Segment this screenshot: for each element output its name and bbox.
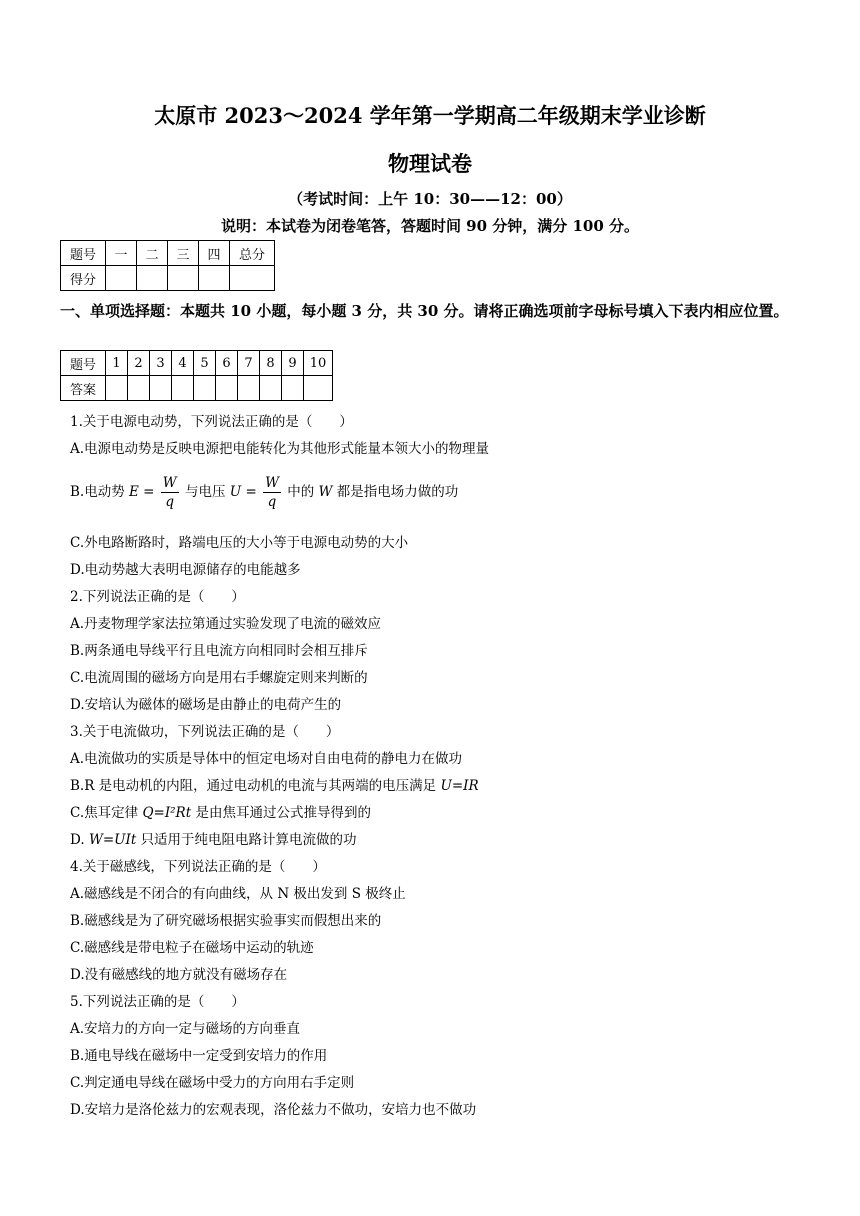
answer-cell[interactable] xyxy=(194,376,216,401)
q3-option-c xyxy=(70,801,371,821)
score-cell[interactable] xyxy=(106,266,137,291)
answer-header-cell: 2 xyxy=(128,351,150,376)
q3-c-prefix: C.焦耳定律 xyxy=(70,805,139,821)
exam-note: 说明：本试卷为闭卷笔答，答题时间 90 分钟，满分 100 分。 xyxy=(220,217,640,235)
answer-cell[interactable] xyxy=(238,376,260,401)
score-cell[interactable] xyxy=(230,266,275,291)
answer-cell[interactable] xyxy=(282,376,304,401)
answer-cell[interactable] xyxy=(260,376,282,401)
answer-header-cell: 8 xyxy=(260,351,282,376)
answer-table xyxy=(60,350,333,401)
answer-cell[interactable] xyxy=(172,376,194,401)
answer-cell[interactable] xyxy=(216,376,238,401)
q3-stem: 3.关于电流做功，下列说法正确的是（ ） xyxy=(70,724,340,740)
answer-row-label: 答案 xyxy=(61,376,106,401)
q1-b-frac-2-den: q xyxy=(267,494,277,510)
q1-b-eq2: = xyxy=(245,484,257,500)
q3-c-formula: Q=I²Rt xyxy=(142,805,192,821)
q1-option-c: C.外电路断路时，路端电压的大小等于电源电动势的大小 xyxy=(70,535,409,551)
score-table-value-row xyxy=(61,266,275,291)
q2-option-b: B.两条通电导线平行且电流方向相同时会相互排斥 xyxy=(70,643,368,659)
q1-option-b xyxy=(70,474,458,511)
answer-header-cell: 6 xyxy=(216,351,238,376)
q1-option-a: A.电源电动势是反映电源把电能转化为其他形式能量本领大小的物理量 xyxy=(70,441,490,457)
score-header-cell: 一 xyxy=(106,241,137,266)
answer-header-cell: 4 xyxy=(172,351,194,376)
answer-header-cell: 9 xyxy=(282,351,304,376)
score-cell[interactable] xyxy=(168,266,199,291)
q5-option-d: D.安培力是洛伦兹力的宏观表现，洛伦兹力不做功，安培力也不做功 xyxy=(70,1102,477,1118)
answer-cell[interactable] xyxy=(304,376,333,401)
q1-b-frac-2 xyxy=(263,474,281,511)
score-header-cell: 二 xyxy=(137,241,168,266)
q3-option-b xyxy=(70,774,479,794)
q5-option-a: A.安培力的方向一定与磁场的方向垂直 xyxy=(70,1021,301,1037)
exam-time: （考试时间：上午 10：30——12：00） xyxy=(288,190,572,208)
score-cell[interactable] xyxy=(137,266,168,291)
answer-cell[interactable] xyxy=(106,376,128,401)
q1-option-d: D.电动势越大表明电源储存的电能越多 xyxy=(70,562,301,578)
q1-b-e: E xyxy=(129,484,139,500)
q3-d-suffix: 只适用于纯电阻电路计算电流做的功 xyxy=(140,832,357,848)
q3-option-d xyxy=(70,828,357,848)
q3-d-formula: W=UIt xyxy=(88,832,137,848)
answer-cell[interactable] xyxy=(128,376,150,401)
q1-b-mid: 与电压 xyxy=(184,484,226,500)
q4-option-a: A.磁感线是不闭合的有向曲线，从 N 极出发到 S 极终止 xyxy=(70,886,406,902)
q3-d-prefix: D. xyxy=(70,832,85,848)
score-header-cell: 题号 xyxy=(61,241,106,266)
q4-option-d: D.没有磁感线的地方就没有磁场存在 xyxy=(70,967,288,983)
q2-option-c: C.电流周围的磁场方向是用右手螺旋定则来判断的 xyxy=(70,670,368,686)
q1-b-end: 都是指电场力做的功 xyxy=(336,484,459,500)
q3-b-formula: U=IR xyxy=(440,778,479,794)
answer-table-value-row xyxy=(61,376,333,401)
q1-stem: 1.关于电源电动势，下列说法正确的是（ ） xyxy=(70,414,353,430)
answer-header-cell: 5 xyxy=(194,351,216,376)
section-heading: 一、单项选择题：本题共 10 小题，每小题 3 分，共 30 分。请将正确选项前字母标号填入下表内相应位置。 xyxy=(60,302,789,320)
q1-b-prefix: B.电动势 xyxy=(70,484,125,500)
answer-header-cell: 10 xyxy=(304,351,333,376)
q5-option-c: C.判定通电导线在磁场中受力的方向用右手定则 xyxy=(70,1075,355,1091)
q5-option-b: B.通电导线在磁场中一定受到安培力的作用 xyxy=(70,1048,328,1064)
score-header-cell: 三 xyxy=(168,241,199,266)
answer-header-cell: 7 xyxy=(238,351,260,376)
q4-option-c: C.磁感线是带电粒子在磁场中运动的轨迹 xyxy=(70,940,314,956)
q4-option-b: B.磁感线是为了研究磁场根据实验事实而假想出来的 xyxy=(70,913,382,929)
q3-c-suffix: 是由焦耳通过公式推导得到的 xyxy=(195,805,371,821)
score-cell[interactable] xyxy=(199,266,230,291)
q1-b-suffix: 中的 xyxy=(287,484,315,500)
q1-b-u: U xyxy=(229,484,242,500)
q1-b-frac-1-den: q xyxy=(165,494,175,510)
q2-stem: 2.下列说法正确的是（ ） xyxy=(70,589,245,605)
score-row-label: 得分 xyxy=(61,266,106,291)
answer-cell[interactable] xyxy=(150,376,172,401)
q2-option-d: D.安培认为磁体的磁场是由静止的电荷产生的 xyxy=(70,697,342,713)
score-table-header-row xyxy=(61,241,275,266)
answer-header-cell: 3 xyxy=(150,351,172,376)
answer-header-cell: 题号 xyxy=(61,351,106,376)
q2-option-a: A.丹麦物理学家法拉第通过实验发现了电流的磁效应 xyxy=(70,616,382,632)
q1-b-w: W xyxy=(318,484,333,500)
q1-b-frac-1 xyxy=(161,474,179,511)
q5-stem: 5.下列说法正确的是（ ） xyxy=(70,994,245,1010)
score-header-cell: 总分 xyxy=(230,241,275,266)
exam-title: 太原市 2023～2024 学年第一学期高二年级期末学业诊断 xyxy=(154,103,706,128)
q3-option-a: A.电流做功的实质是导体中的恒定电场对自由电荷的静电力在做功 xyxy=(70,751,463,767)
q3-b-text: B.R 是电动机的内阻，通过电动机的电流与其两端的电压满足 xyxy=(70,778,437,794)
q1-b-eq1: = xyxy=(143,484,155,500)
answer-table-header-row xyxy=(61,351,333,376)
q4-stem: 4.关于磁感线，下列说法正确的是（ ） xyxy=(70,859,326,875)
q1-b-frac-2-num: W xyxy=(265,475,279,491)
score-table xyxy=(60,240,275,291)
q1-b-frac-1-num: W xyxy=(162,475,177,491)
exam-subject: 物理试卷 xyxy=(388,151,472,176)
answer-header-cell: 1 xyxy=(106,351,128,376)
score-header-cell: 四 xyxy=(199,241,230,266)
